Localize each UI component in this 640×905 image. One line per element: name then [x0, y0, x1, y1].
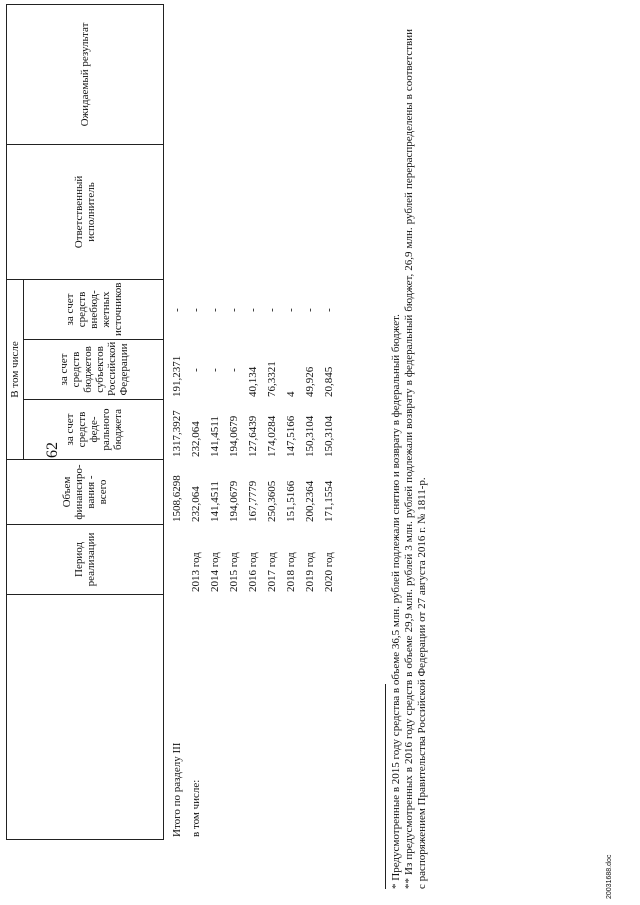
file-label: 20031688.doc	[606, 854, 613, 899]
row-federal: 232,064	[190, 421, 202, 457]
row-regional: 76,3321	[266, 361, 278, 397]
row-federal: 127,6439	[247, 415, 259, 457]
row-federal: 141,4511	[209, 416, 221, 457]
table-row	[244, 5, 263, 840]
header-result: Ожидаемый результат	[7, 4, 164, 144]
row-extra: -	[266, 308, 278, 312]
row-total: 151,5166	[285, 480, 297, 522]
row-period	[168, 525, 187, 595]
footnotes	[390, 29, 429, 889]
row-regional: 4	[285, 391, 297, 397]
row-regional: -	[190, 368, 202, 372]
footnote-divider	[385, 684, 386, 889]
row-federal: 1317,3927	[171, 410, 183, 457]
table-row	[187, 5, 206, 840]
row-total: 232,064	[190, 486, 202, 522]
page-number: 62	[44, 442, 61, 458]
row-total: 141,4511	[209, 481, 221, 522]
row-extra: -	[190, 308, 202, 312]
row-label	[301, 595, 320, 840]
row-federal: 147,5166	[285, 415, 297, 457]
table-row	[225, 5, 244, 840]
row-regional: -	[228, 368, 240, 372]
row-extra: -	[209, 308, 221, 312]
row-regional: 40,134	[247, 366, 259, 397]
row-total: 1508,6298	[171, 475, 183, 522]
row-label: в том числе:	[190, 779, 202, 837]
row-label	[244, 595, 263, 840]
table-row	[301, 5, 320, 840]
row-extra: -	[323, 308, 335, 312]
row-extra: -	[285, 308, 297, 312]
row-extra: -	[171, 308, 183, 312]
header-federal: за счет средств феде-рального бюджета	[24, 400, 164, 460]
table-row	[206, 5, 225, 840]
header-empty-cell	[7, 595, 164, 840]
row-label	[263, 595, 282, 840]
footnote-2: ** Из предусмотренных в 2016 году средств в объеме 29,9 млн. рублей 3 млн. рублей подлежали возврату в федеральный бюджет, 26,9 млн. рублей перераспределены в соответствии с распоряжением Правительства Российской Федерации от 27 августа 2016 г. № 1811-р.	[403, 29, 428, 889]
header-period: Период реализации	[7, 525, 164, 595]
header-volume: Объем финансиро-вания - всего	[7, 460, 164, 525]
row-total: 167,7779	[247, 480, 259, 522]
row-total: 194,0679	[228, 480, 240, 522]
row-total: 171,1554	[323, 480, 335, 522]
footnote-1: * Предусмотренные в 2015 году средства в объеме 36,5 млн. рублей подлежали снятию и возврату в федеральный бюджет.	[390, 314, 402, 889]
table-row	[282, 5, 301, 840]
row-period: 2020 год	[323, 552, 335, 592]
row-total: 250,3605	[266, 480, 278, 522]
row-regional: 191,2371	[171, 355, 183, 397]
data-table	[168, 5, 339, 840]
row-period: 2013 год	[190, 552, 202, 592]
table-row	[320, 5, 339, 840]
row-federal: 150,3104	[304, 415, 316, 457]
row-period: 2014 год	[209, 552, 221, 592]
row-label	[225, 595, 244, 840]
header-extrabudget: за счет средств внебюд-жетных источников	[24, 279, 164, 339]
header-executor: Ответственный исполнитель	[7, 144, 164, 279]
row-label: Итого по разделу III	[171, 742, 183, 837]
row-regional: -	[209, 368, 221, 372]
row-label	[206, 595, 225, 840]
table-row	[168, 5, 187, 840]
row-extra: -	[228, 308, 240, 312]
row-label	[320, 595, 339, 840]
row-period: 2019 год	[304, 552, 316, 592]
row-period: 2016 год	[247, 552, 259, 592]
row-federal: 150,3104	[323, 415, 335, 457]
header-table	[6, 4, 164, 840]
row-extra: -	[304, 308, 316, 312]
row-label	[282, 595, 301, 840]
row-regional: 49,926	[304, 366, 316, 397]
row-federal: 174,0284	[266, 415, 278, 457]
row-total: 200,2364	[304, 480, 316, 522]
row-period: 2015 год	[228, 552, 240, 592]
row-extra: -	[247, 308, 259, 312]
row-period: 2018 год	[285, 552, 297, 592]
row-regional: 20,845	[323, 366, 335, 397]
header-regional: за счет средств бюджетов субъектов Российской Федерации	[24, 340, 164, 400]
table-row	[263, 5, 282, 840]
row-federal: 194,0679	[228, 415, 240, 457]
row-period: 2017 год	[266, 552, 278, 592]
header-in-that-number: В том числе	[7, 279, 24, 459]
